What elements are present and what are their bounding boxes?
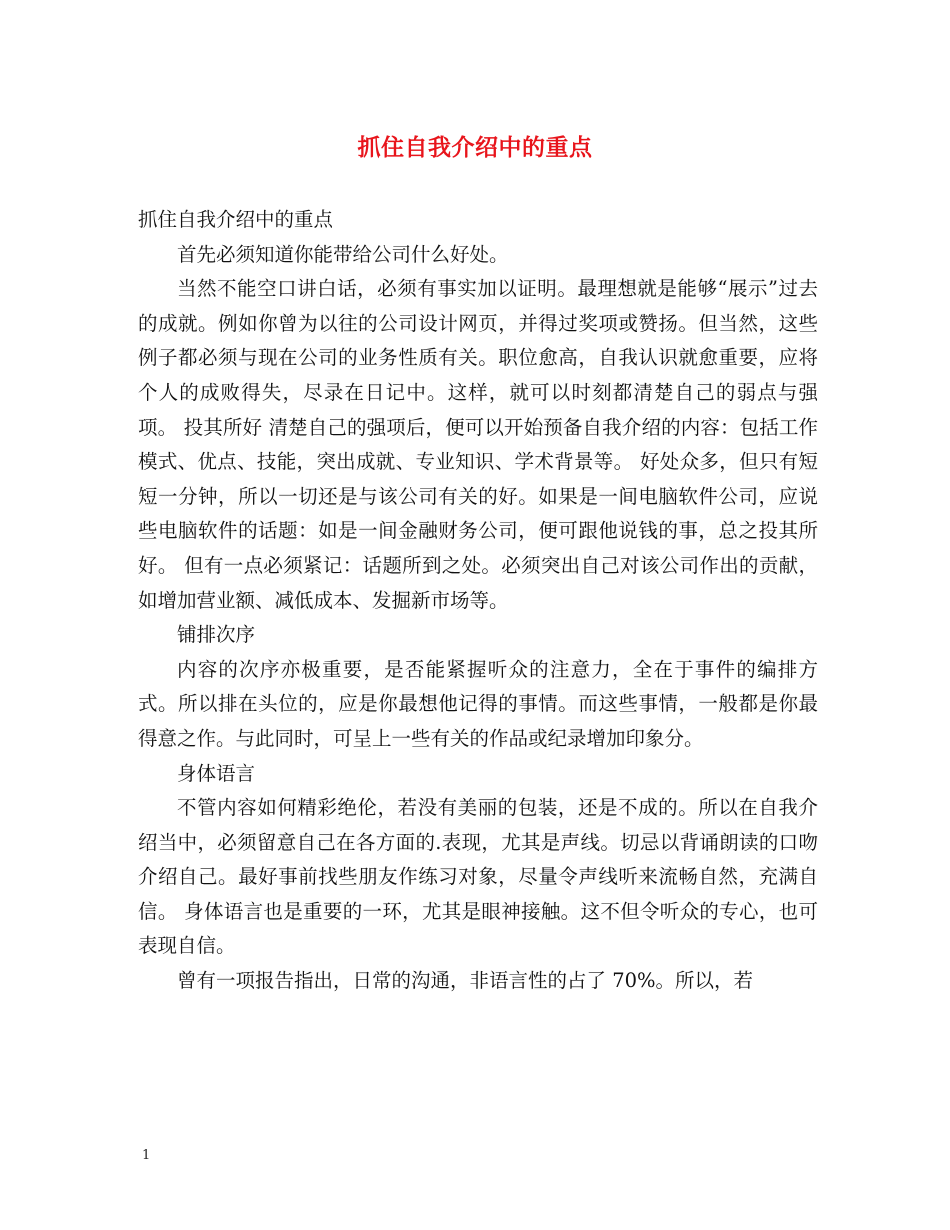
body-paragraph: 抓住自我介绍中的重点 [138, 208, 334, 231]
body-paragraph: 内容的次序亦极重要，是否能紧握听众的注意力，全在于事件的编排方式。所以排在头位的，应是你最想他记得的事情。而这些事情，一般都是你最得意之作。与此同时，可呈上一些有关的作品或纪录增加印象分。 [138, 657, 818, 750]
body-paragraph: 不管内容如何精彩绝伦，若没有美丽的包装，还是不成的。所以在自我介绍当中，必须留意自己在各方面的.表现，尤其是声线。切忌以背诵朗读的口吻介绍自己。最好事前找些朋友作练习对象，尽量令声线听来流畅自然，充满自信。 身体语言也是重要的一环，尤其是眼神接触。这不但令听众的专心，也可表现自信。 [138, 796, 818, 958]
section-heading: 身体语言 [177, 761, 256, 785]
page-number: 1 [142, 1148, 151, 1163]
body-paragraph: 首先必须知道你能带给公司什么好处。 [177, 242, 509, 266]
document-title: 抓住自我介绍中的重点 [357, 134, 593, 161]
document-body [138, 203, 818, 999]
body-paragraph: 曾有一项报告指出，日常的沟通，非语言性的占了 70%。所以，若 [177, 969, 754, 993]
body-paragraph: 当然不能空口讲白话，必须有事实加以证明。最理想就是能够“展示”过去的成就。例如你曾为以往的公司设计网页，并得过奖项或赞扬。但当然，这些例子都必须与现在公司的业务性质有关。职位愈高，自我认识就愈重要，应将个人的成败得失，尽录在日记中。这样，就可以时刻都清楚自己的弱点与强项。 投其所好 清楚自己的强项后，便可以开始预备自我介绍的内容：包括工作模式、优点、技能，突出成就、专业知识、学术背景等。 好处众多，但只有短短一分钟，所以一切还是与该公司有关的好。如果是一间电脑软件公司，应说些电脑软件的话题：如是一间金融财务公司，便可跟他说钱的事，总之投其所好。 但有一点必须紧记：话题所到之处。必须突出自己对该公司作出的贡献，如增加营业额、减低成本、发掘新市场等。 [138, 277, 818, 612]
section-heading: 铺排次序 [177, 623, 256, 647]
